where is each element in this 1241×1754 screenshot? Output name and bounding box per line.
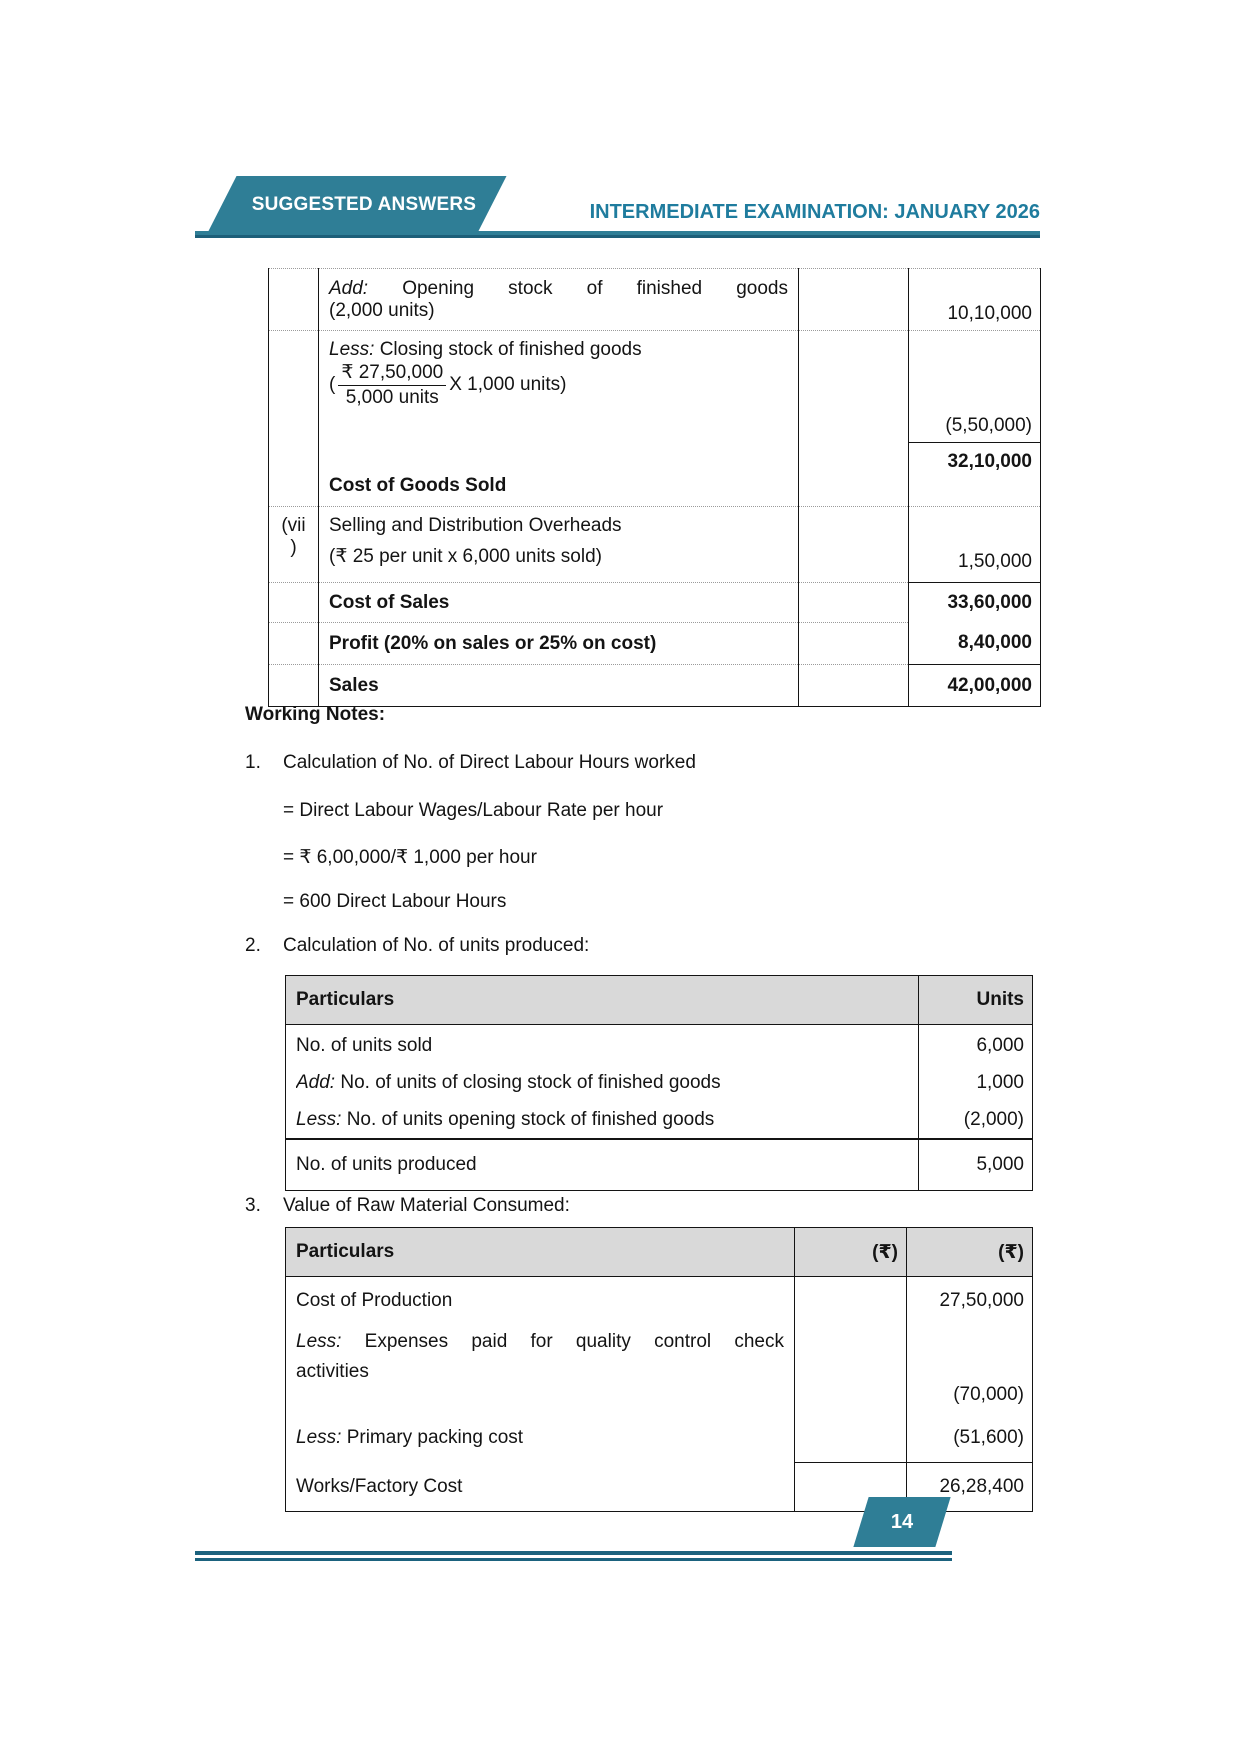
- amount-cell: (70,000): [907, 1325, 1033, 1414]
- footer-rule-top: [195, 1551, 952, 1555]
- header-rule-shadow: [195, 235, 1040, 238]
- particulars-cell: No. of units sold Add: No. of units of closing stock of finished goods Less: No. of units opening stock of finished goods: [286, 1025, 919, 1140]
- particulars-cell: Cost of Goods Sold: [319, 443, 799, 507]
- header-particulars: Particulars: [286, 1228, 795, 1277]
- note-title: Value of Raw Material Consumed:: [283, 1195, 570, 1216]
- amount-cell: 32,10,000: [909, 443, 1041, 507]
- table-row: [269, 665, 1041, 707]
- footer-rule-bottom: [195, 1558, 952, 1561]
- row-number-cell: (vii): [269, 507, 319, 583]
- particulars-cell: Selling and Distribution Overheads (₹ 25 per unit x 6,000 units sold): [319, 507, 799, 583]
- particulars-cell: Add: Opening stock of finished goods (2,000 units): [319, 269, 799, 331]
- empty-cell: [795, 1277, 907, 1326]
- table-row: [269, 269, 1041, 331]
- table-row: [286, 1277, 1033, 1326]
- particulars-cell: Cost of Sales: [319, 583, 799, 623]
- amount-cell: 10,10,000: [909, 269, 1041, 331]
- table-row: [269, 583, 1041, 623]
- table-row: [269, 331, 1041, 443]
- header-particulars: Particulars: [286, 976, 919, 1025]
- note-title: Calculation of No. of Direct Labour Hours worked: [283, 752, 696, 773]
- particulars-cell: Less: Closing stock of finished goods ( $\frac{₹ 27,50,000}{\text{5,000 units}}$ X 1,000 units): [319, 331, 799, 443]
- particulars-cell: Less: Primary packing cost: [286, 1414, 795, 1463]
- note-line: = Direct Labour Wages/Labour Rate per hour: [283, 800, 664, 821]
- header-rupee-2: (₹): [907, 1228, 1033, 1277]
- note-line: = ₹ 6,00,000/₹ 1,000 per hour: [283, 847, 537, 868]
- total-value-cell: 5,000: [919, 1139, 1033, 1191]
- page-number: 14: [890, 1510, 914, 1533]
- empty-cell: [799, 623, 909, 665]
- amount-cell: 1,50,000: [909, 507, 1041, 583]
- table-row: [269, 507, 1041, 583]
- amount-cell: 8,40,000: [909, 623, 1041, 665]
- amount-cell: 27,50,000: [907, 1277, 1033, 1326]
- header-banner: [207, 176, 506, 233]
- empty-cell: [799, 665, 909, 707]
- empty-cell: [799, 507, 909, 583]
- empty-cell: [795, 1414, 907, 1463]
- empty-cell: [799, 443, 909, 507]
- note-number: 1.: [245, 752, 261, 773]
- row-number-cell: [269, 443, 319, 507]
- working-notes-heading: Working Notes:: [245, 704, 386, 725]
- total-label-cell: No. of units produced: [286, 1139, 919, 1191]
- particulars-cell: Works/Factory Cost: [286, 1463, 795, 1512]
- raw-material-table: [285, 1227, 1033, 1512]
- amount-cell: 33,60,000: [909, 583, 1041, 623]
- particulars-cell: Profit (20% on sales or 25% on cost): [319, 623, 799, 665]
- amount-cell: (51,600): [907, 1414, 1033, 1463]
- table-row: [286, 1325, 1033, 1414]
- header-rupee-1: (₹): [795, 1228, 907, 1277]
- table-header-row: [286, 1228, 1033, 1277]
- note-number: 3.: [245, 1195, 261, 1216]
- particulars-cell: Sales: [319, 665, 799, 707]
- fraction-expression: ( $\frac{₹ 27,50,000}{\text{5,000 units}}$ X 1,000 units): [329, 362, 567, 408]
- note-line: = 600 Direct Labour Hours: [283, 891, 507, 912]
- amount-cell: (5,50,000): [909, 331, 1041, 443]
- note-title: Calculation of No. of units produced:: [283, 935, 590, 956]
- banner-label: SUGGESTED ANSWERS: [252, 193, 477, 215]
- note-item-3: [245, 1195, 570, 1217]
- particulars-cell: Less: Expenses paid for quality control check activities: [286, 1325, 795, 1414]
- note-item-2: [245, 935, 589, 957]
- empty-cell: [799, 583, 909, 623]
- exam-title: INTERMEDIATE EXAMINATION: JANUARY 2026: [589, 201, 1040, 223]
- empty-cell: [799, 331, 909, 443]
- row-number-cell: [269, 583, 319, 623]
- row-number-cell: [269, 331, 319, 443]
- page-number-box: [853, 1497, 950, 1547]
- table-header-row: [286, 976, 1033, 1025]
- amount-cell: 26,28,400: [907, 1463, 1033, 1512]
- table-row: [286, 1414, 1033, 1463]
- row-number-cell: [269, 665, 319, 707]
- row-number-cell: [269, 623, 319, 665]
- empty-cell: [795, 1325, 907, 1414]
- empty-cell: [799, 269, 909, 331]
- units-table: [285, 975, 1033, 1191]
- units-values-cell: 6,000 1,000 (2,000): [919, 1025, 1033, 1140]
- table-row: [269, 443, 1041, 507]
- note-number: 2.: [245, 935, 261, 956]
- row-number-cell: [269, 269, 319, 331]
- table-total-row: [286, 1139, 1033, 1191]
- table-body-row: [286, 1025, 1033, 1140]
- table-row: [269, 623, 1041, 665]
- amount-cell: 42,00,000: [909, 665, 1041, 707]
- cost-sheet-table: [268, 268, 1041, 707]
- particulars-cell: Cost of Production: [286, 1277, 795, 1326]
- header-units: Units: [919, 976, 1033, 1025]
- note-item-1: [245, 752, 696, 774]
